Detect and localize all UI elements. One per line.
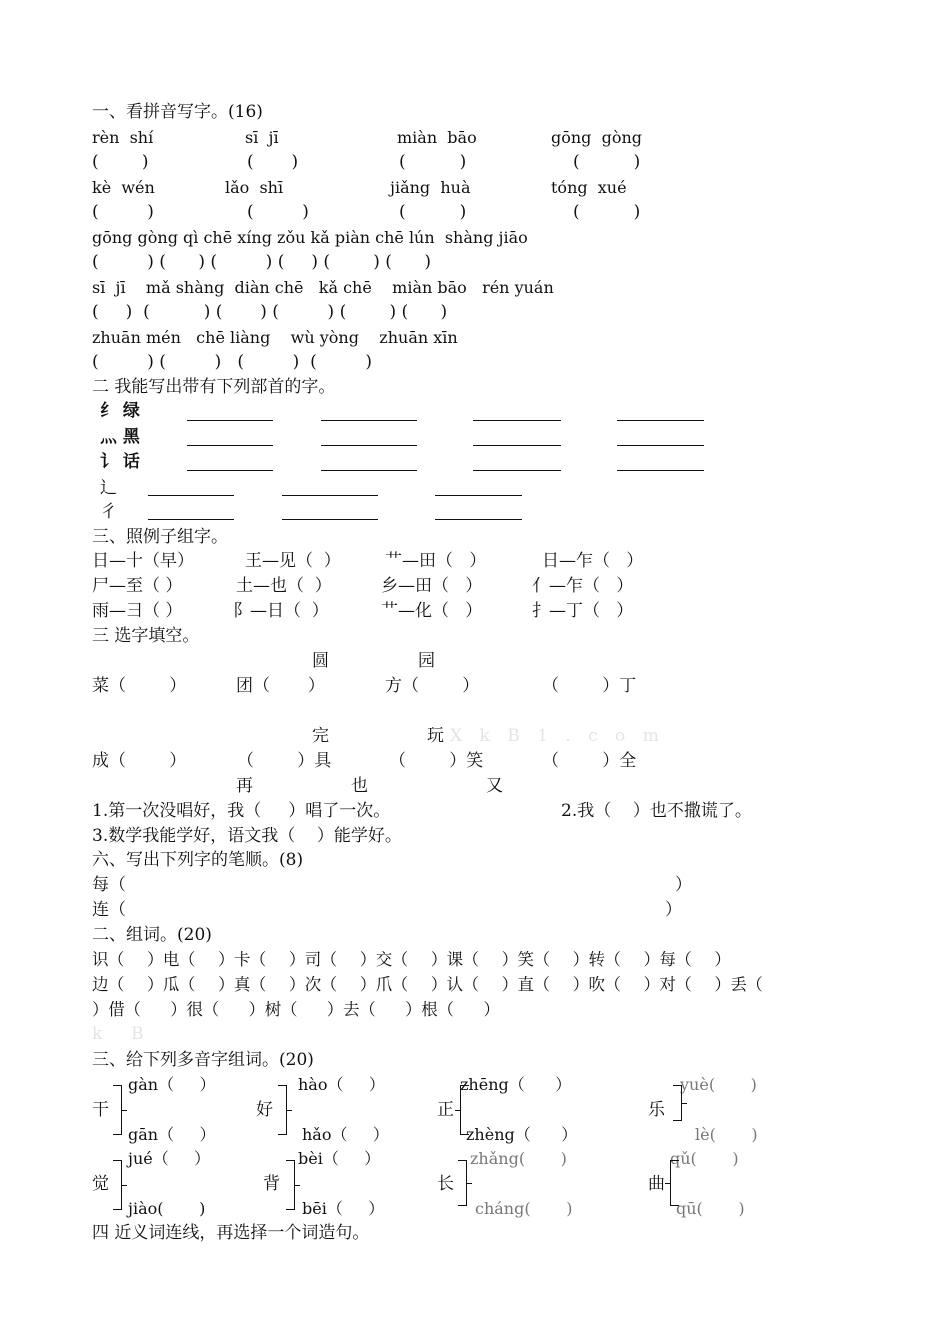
word-row[interactable]: 识（ ）电（ ）卡（ ）司（ ）交（ ）课（ ）笑（ ）转（ ）每（ ） <box>92 950 731 969</box>
section2-title: 二 我能写出带有下列部首的字。 <box>92 377 336 397</box>
compose-item[interactable]: 日—十（早） <box>92 551 194 571</box>
pinyin: gōng gòng <box>551 128 643 147</box>
pinyin: lǎo shī <box>225 178 284 197</box>
watermark-text: k B <box>92 1024 150 1044</box>
radical-label: 灬 黑 <box>100 427 140 447</box>
brace-icon <box>286 1160 295 1210</box>
fill-item[interactable]: （ ）丁 <box>542 676 637 696</box>
polyphone-char: 觉 <box>92 1174 109 1194</box>
write-line[interactable] <box>617 445 704 446</box>
radical-label: 辶 <box>100 478 117 498</box>
fill-item[interactable]: （ ）全 <box>542 751 637 771</box>
section9-title: 四 近义词连线，再选择一个词造句。 <box>92 1223 370 1243</box>
pinyin-blank[interactable]: jiào( ) <box>128 1199 206 1218</box>
compose-item[interactable]: 亻—乍（ ） <box>532 576 634 596</box>
compose-item[interactable]: 王—见（ ） <box>245 551 341 571</box>
sentence-fill[interactable]: 2.我（ ）也不撒谎了。 <box>561 801 752 821</box>
pinyin-blank[interactable]: yuè( ) <box>680 1075 757 1094</box>
word-row[interactable]: 边（ ）瓜（ ）真（ ）次（ ）爪（ ）认（ ）直（ ）吹（ ）对（ ）丢（ <box>92 975 763 994</box>
polyphone-char: 正 <box>437 1100 454 1120</box>
write-line[interactable] <box>187 470 273 471</box>
pinyin-blank[interactable]: gān（ ） <box>128 1125 216 1144</box>
word-row[interactable]: ）借（ ）很（ ）树（ ）去（ ）根（ ） <box>92 1000 500 1019</box>
write-line[interactable] <box>187 445 273 446</box>
brace-icon <box>673 1085 682 1121</box>
answer-blank[interactable]: ( ) <box>247 152 299 172</box>
answer-blank[interactable]: ( ) <box>573 202 641 222</box>
write-line[interactable] <box>282 519 378 520</box>
pinyin-blank[interactable]: cháng( ) <box>475 1199 573 1218</box>
pinyin-blank[interactable]: bèi（ ） <box>298 1149 381 1168</box>
pinyin: jiǎng huà <box>390 178 471 197</box>
write-line[interactable] <box>435 519 522 520</box>
brace-icon <box>458 1160 467 1206</box>
watermark-text: X k B 1 . c o m <box>450 726 665 746</box>
pinyin: miàn bāo <box>397 128 477 147</box>
pinyin-row: gōng gòng qì chē xíng zǒu kǎ piàn chē lún shàng jiāo <box>92 228 528 247</box>
compose-item[interactable]: 日—乍（ ） <box>542 551 644 571</box>
close-paren: ） <box>665 900 682 920</box>
option-char: 圆 <box>312 651 329 671</box>
pinyin-blank[interactable]: qǔ( ) <box>670 1149 739 1168</box>
fill-item[interactable]: 菜（ ） <box>92 676 187 696</box>
section1-title: 一、看拼音写字。(16) <box>92 102 263 122</box>
close-paren: ） <box>675 875 692 895</box>
brace-icon <box>113 1085 122 1135</box>
fill-item[interactable]: 团（ ） <box>236 676 325 696</box>
polyphone-char: 长 <box>437 1174 454 1194</box>
pinyin-blank[interactable]: hǎo（ ） <box>302 1125 389 1144</box>
compose-item[interactable]: 土—也（ ） <box>236 576 332 596</box>
fill-item[interactable]: 方（ ） <box>385 676 480 696</box>
pinyin-blank[interactable]: bēi（ ） <box>302 1199 385 1218</box>
brace-icon <box>113 1160 122 1210</box>
section8-title: 三、给下列多音字组词。(20) <box>92 1050 314 1070</box>
write-line[interactable] <box>617 470 704 471</box>
fill-item[interactable]: 成（ ） <box>92 751 187 771</box>
option-char: 完 <box>312 726 329 746</box>
option-char: 也 <box>351 776 368 796</box>
answer-blank[interactable]: ( ) <box>399 202 467 222</box>
section4-title: 三 选字填空。 <box>92 626 200 646</box>
pinyin-blank[interactable]: qū( ) <box>676 1199 745 1218</box>
compose-item[interactable]: 乡—田（ ） <box>381 576 483 596</box>
answer-blanks[interactable]: ( ) ( ) ( ) ( ) ( ) ( ) <box>92 252 431 272</box>
pinyin-blank[interactable]: lè( ) <box>695 1125 758 1144</box>
write-line[interactable] <box>473 445 561 446</box>
write-line[interactable] <box>148 519 234 520</box>
option-char: 再 <box>236 776 253 796</box>
answer-blanks[interactable]: ( ) ( ) ( ) ( ) ( ) ( ) <box>92 302 448 322</box>
polyphone-char: 曲 <box>648 1174 665 1194</box>
pinyin-blank[interactable]: hào（ ） <box>298 1075 385 1094</box>
write-line[interactable] <box>321 470 417 471</box>
answer-blank[interactable]: ( ) <box>247 202 309 222</box>
fill-item[interactable]: （ ）具 <box>237 751 332 771</box>
pinyin: rèn shí <box>92 128 154 147</box>
section3-title: 三、照例子组字。 <box>92 527 228 547</box>
option-char: 园 <box>418 651 435 671</box>
sentence-fill[interactable]: 3.数学我能学好，语文我（ ）能学好。 <box>92 826 402 846</box>
write-line[interactable] <box>321 420 417 421</box>
write-line[interactable] <box>473 470 561 471</box>
pinyin: kè wén <box>92 178 155 197</box>
write-line[interactable] <box>435 495 522 496</box>
write-line[interactable] <box>148 495 234 496</box>
brace-icon <box>278 1085 287 1135</box>
compose-item[interactable]: 尸—至（ ） <box>92 576 183 596</box>
stroke-item[interactable]: 每（ <box>92 875 126 895</box>
pinyin-blank[interactable]: gàn（ ） <box>128 1075 216 1094</box>
pinyin-row: sī jī mǎ shàng diàn chē kǎ chē miàn bāo rén yuán <box>92 278 554 297</box>
write-line[interactable] <box>282 495 378 496</box>
pinyin-blank[interactable]: zhèng（ ） <box>466 1125 578 1144</box>
write-line[interactable] <box>617 420 704 421</box>
pinyin-blank[interactable]: jué（ ） <box>128 1149 211 1168</box>
fill-item[interactable]: （ ）笑 <box>389 751 484 771</box>
polyphone-char: 背 <box>263 1174 280 1194</box>
compose-item[interactable]: 雨—彐（ ） <box>92 601 183 621</box>
radical-label: 彳 <box>100 502 117 522</box>
radical-label: 纟 绿 <box>100 401 140 421</box>
compose-item[interactable]: 扌—丁（ ） <box>532 601 634 621</box>
pinyin: tóng xué <box>551 178 627 197</box>
compose-item[interactable]: 艹—化（ ） <box>381 601 483 621</box>
compose-item[interactable]: 艹—田（ ） <box>385 551 487 571</box>
polyphone-char: 干 <box>92 1100 109 1120</box>
compose-item[interactable]: 阝—日（ ） <box>233 601 329 621</box>
option-char: 玩 <box>427 726 444 746</box>
write-line[interactable] <box>473 420 561 421</box>
pinyin: sī jī <box>245 128 279 147</box>
answer-blanks[interactable]: ( ) ( ) ( ) ( ) <box>92 352 373 372</box>
pinyin-blank[interactable]: zhēng（ ） <box>460 1075 572 1094</box>
section7-title: 二、组词。(20) <box>92 925 212 945</box>
sentence-fill[interactable]: 1.第一次没唱好，我（ ）唱了一次。 <box>92 801 391 821</box>
option-char: 又 <box>486 776 503 796</box>
polyphone-char: 好 <box>256 1100 273 1120</box>
answer-blank[interactable]: ( ) <box>92 202 154 222</box>
pinyin-row: zhuān mén chē liàng wù yòng zhuān xīn <box>92 328 458 347</box>
pinyin-blank[interactable]: zhǎng( ) <box>470 1149 567 1168</box>
polyphone-char: 乐 <box>648 1100 665 1120</box>
answer-blank[interactable]: ( ) <box>573 152 641 172</box>
radical-label: 讠 话 <box>100 452 140 472</box>
answer-blank[interactable]: ( ) <box>92 152 149 172</box>
write-line[interactable] <box>321 445 417 446</box>
section6-title: 六、写出下列字的笔顺。(8) <box>92 850 304 870</box>
answer-blank[interactable]: ( ) <box>399 152 467 172</box>
write-line[interactable] <box>187 420 273 421</box>
stroke-item[interactable]: 连（ <box>92 900 126 920</box>
